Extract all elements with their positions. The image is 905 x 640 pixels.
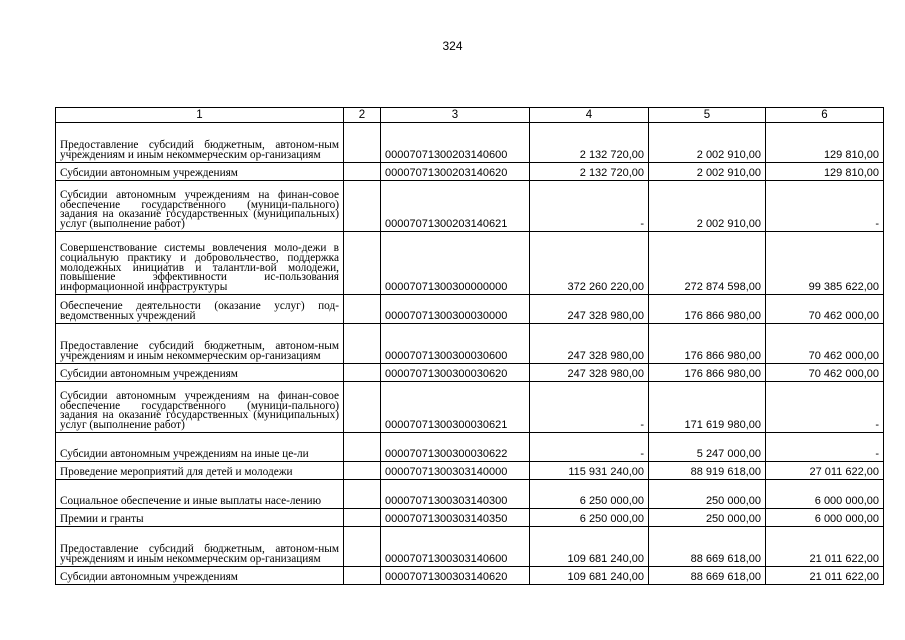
- column-header-5: 5: [649, 108, 766, 123]
- row-name: Субсидии автономным учреждениям на финан-совое обеспечение государственного (муници-пального) задания на оказание государственных (муниципальных) услуг (выполнение работ): [56, 181, 344, 232]
- row-value-6: 6 000 000,00: [766, 480, 884, 509]
- row-value-4: 109 681 240,00: [530, 567, 649, 585]
- row-value-5: 2 002 910,00: [649, 181, 766, 232]
- row-col2: [344, 123, 381, 163]
- row-code: 00007071300303140620: [381, 567, 530, 585]
- row-code: 00007071300203140621: [381, 181, 530, 232]
- row-value-6: 99 385 622,00: [766, 232, 884, 295]
- table-row: [56, 382, 884, 433]
- row-col2: [344, 480, 381, 509]
- row-value-6: 21 011 622,00: [766, 567, 884, 585]
- row-col2: [344, 433, 381, 462]
- row-value-5: 5 247 000,00: [649, 433, 766, 462]
- row-code: 00007071300303140300: [381, 480, 530, 509]
- table-row: [56, 163, 884, 181]
- page-number: 324: [442, 39, 463, 53]
- row-name: Обеспечение деятельности (оказание услуг) под-ведомственных учреждений: [56, 295, 344, 324]
- row-value-4: 247 328 980,00: [530, 364, 649, 382]
- table-row: [56, 480, 884, 509]
- row-col2: [344, 324, 381, 364]
- table-row: [56, 364, 884, 382]
- table-row: [56, 324, 884, 364]
- table-row: [56, 232, 884, 295]
- row-value-6: 129 810,00: [766, 163, 884, 181]
- row-value-6: 129 810,00: [766, 123, 884, 163]
- row-col2: [344, 295, 381, 324]
- row-value-6: 70 462 000,00: [766, 364, 884, 382]
- row-code: 00007071300300030622: [381, 433, 530, 462]
- budget-table: [55, 107, 884, 585]
- column-header-2: 2: [344, 108, 381, 123]
- row-code: 00007071300300030600: [381, 324, 530, 364]
- row-value-4: 109 681 240,00: [530, 527, 649, 567]
- row-name: Предоставление субсидий бюджетным, автоном-ным учреждениям и иным некоммерческим ор-ганизациям: [56, 123, 344, 163]
- row-value-5: 88 669 618,00: [649, 527, 766, 567]
- row-name: Субсидии автономным учреждениям: [56, 163, 344, 181]
- row-code: 00007071300203140600: [381, 123, 530, 163]
- row-name: Субсидии автономным учреждениям на финан-совое обеспечение государственного (муници-пального) задания на оказание государственных (муниципальных) услуг (выполнение работ): [56, 382, 344, 433]
- row-value-5: 250 000,00: [649, 480, 766, 509]
- row-value-4: 2 132 720,00: [530, 163, 649, 181]
- row-value-4: 115 931 240,00: [530, 462, 649, 480]
- row-col2: [344, 509, 381, 527]
- row-name: Субсидии автономным учреждениям: [56, 364, 344, 382]
- row-code: 00007071300303140600: [381, 527, 530, 567]
- table-row: [56, 527, 884, 567]
- row-value-6: 70 462 000,00: [766, 295, 884, 324]
- row-value-5: 88 669 618,00: [649, 567, 766, 585]
- row-value-5: 176 866 980,00: [649, 364, 766, 382]
- row-name: Субсидии автономным учреждениям на иные це-ли: [56, 433, 344, 462]
- row-value-5: 2 002 910,00: [649, 123, 766, 163]
- row-value-4: 372 260 220,00: [530, 232, 649, 295]
- row-code: 00007071300300030000: [381, 295, 530, 324]
- row-value-6: -: [766, 382, 884, 433]
- row-name: Субсидии автономным учреждениям: [56, 567, 344, 585]
- row-value-5: 176 866 980,00: [649, 295, 766, 324]
- table-row: [56, 295, 884, 324]
- row-code: 00007071300303140000: [381, 462, 530, 480]
- table-row: [56, 462, 884, 480]
- row-col2: [344, 527, 381, 567]
- row-name: Проведение мероприятий для детей и молодежи: [56, 462, 344, 480]
- row-value-4: 6 250 000,00: [530, 509, 649, 527]
- row-value-4: 247 328 980,00: [530, 324, 649, 364]
- row-col2: [344, 382, 381, 433]
- row-name: Предоставление субсидий бюджетным, автоном-ным учреждениям и иным некоммерческим ор-ганизациям: [56, 324, 344, 364]
- table-row: [56, 433, 884, 462]
- row-col2: [344, 181, 381, 232]
- row-value-6: 6 000 000,00: [766, 509, 884, 527]
- row-col2: [344, 462, 381, 480]
- row-code: 00007071300303140350: [381, 509, 530, 527]
- row-value-4: -: [530, 181, 649, 232]
- row-code: 00007071300300000000: [381, 232, 530, 295]
- row-value-6: 70 462 000,00: [766, 324, 884, 364]
- row-name: Совершенствование системы вовлечения моло-дежи в социальную практику и добровольчество, поддержка молодежных инициатив и талантли-вой молодежи, повышение эффективности ис-пользования информационной инфраструктуры: [56, 232, 344, 295]
- row-value-4: -: [530, 382, 649, 433]
- row-col2: [344, 364, 381, 382]
- table-row: [56, 509, 884, 527]
- row-value-6: -: [766, 433, 884, 462]
- row-col2: [344, 163, 381, 181]
- row-value-5: 176 866 980,00: [649, 324, 766, 364]
- row-value-5: 272 874 598,00: [649, 232, 766, 295]
- row-code: 00007071300300030620: [381, 364, 530, 382]
- row-name: Премии и гранты: [56, 509, 344, 527]
- row-value-6: -: [766, 181, 884, 232]
- row-code: 00007071300300030621: [381, 382, 530, 433]
- table-row: [56, 181, 884, 232]
- column-header-1: 1: [56, 108, 344, 123]
- row-value-6: 27 011 622,00: [766, 462, 884, 480]
- row-value-4: 247 328 980,00: [530, 295, 649, 324]
- table-row: [56, 123, 884, 163]
- row-col2: [344, 232, 381, 295]
- row-name: Социальное обеспечение и иные выплаты насе-лению: [56, 480, 344, 509]
- row-value-5: 2 002 910,00: [649, 163, 766, 181]
- table-header-row: [56, 108, 884, 123]
- column-header-6: 6: [766, 108, 884, 123]
- column-header-4: 4: [530, 108, 649, 123]
- row-value-5: 171 619 980,00: [649, 382, 766, 433]
- row-name: Предоставление субсидий бюджетным, автоном-ным учреждениям и иным некоммерческим ор-ганизациям: [56, 527, 344, 567]
- row-value-4: 6 250 000,00: [530, 480, 649, 509]
- row-value-4: 2 132 720,00: [530, 123, 649, 163]
- row-value-6: 21 011 622,00: [766, 527, 884, 567]
- row-code: 00007071300203140620: [381, 163, 530, 181]
- table-row: [56, 567, 884, 585]
- row-value-5: 88 919 618,00: [649, 462, 766, 480]
- row-value-5: 250 000,00: [649, 509, 766, 527]
- row-col2: [344, 567, 381, 585]
- row-value-4: -: [530, 433, 649, 462]
- column-header-3: 3: [381, 108, 530, 123]
